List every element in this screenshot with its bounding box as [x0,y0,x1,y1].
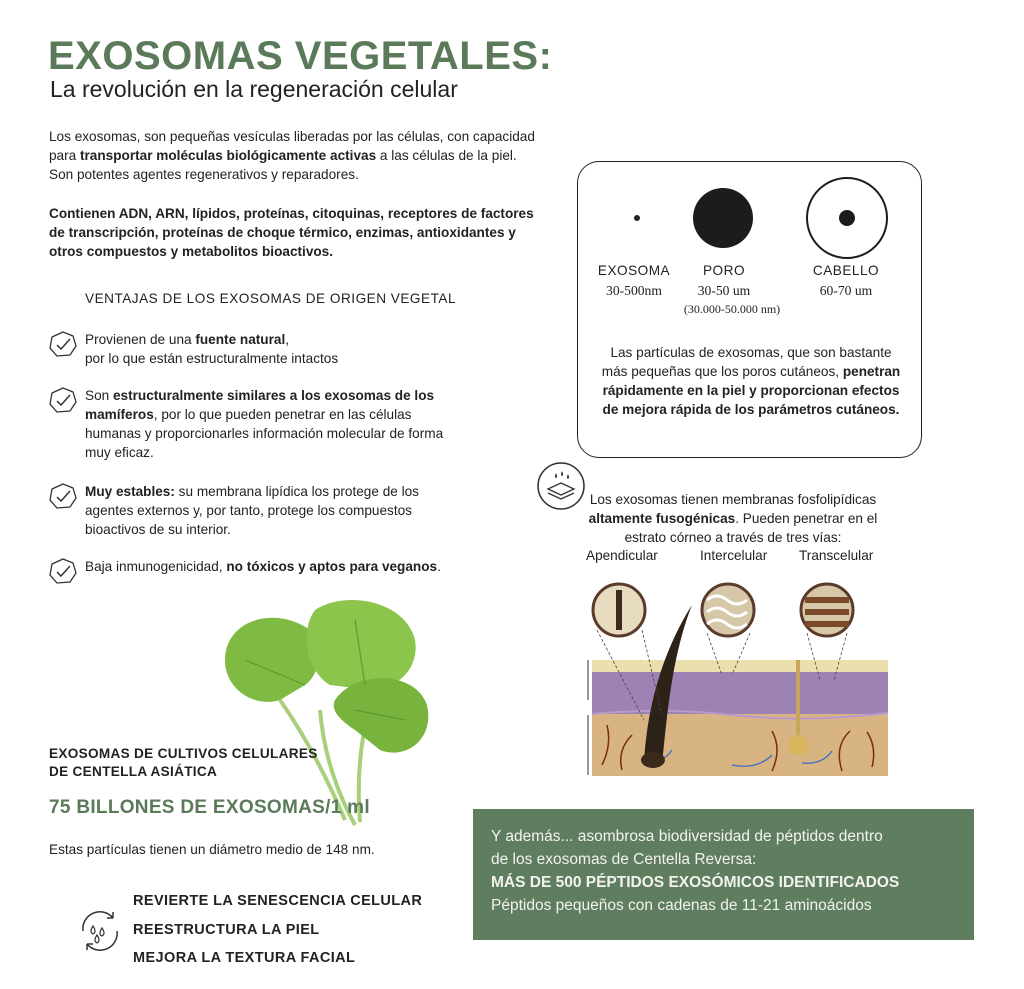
water-cycle-icon [73,904,127,958]
peptides-line: de los exosomas de Centella Reversa: [491,851,757,868]
peptides-panel [473,809,974,940]
exosome-label: EXOSOMA [597,263,671,278]
route-apendicular: Apendicular [586,548,658,563]
exosome-size: 30-500nm [606,283,662,298]
peptides-line: Y además... asombrosa biodiversidad de péptidos dentro [491,828,883,845]
pore-size: 30-50 um [697,283,751,298]
hair-label: CABELLO [812,263,880,278]
pore-circle [693,188,753,248]
size-circles [577,161,922,271]
benefit-item: MEJORA LA TEXTURA FACIAL [133,950,356,966]
advantages-heading: VENTAJAS DE LOS EXOSOMAS DE ORIGEN VEGETAL [85,291,456,306]
hair-size: 60-70 um [819,283,873,298]
skin-layers-icon [536,461,586,511]
centella-heading: EXOSOMAS DE CULTIVOS CELULARES DE CENTELLA ASIÁTICA [49,746,318,779]
page-title: EXOSOMAS VEGETALES: [48,34,553,78]
benefit-item: REESTRUCTURA LA PIEL [133,922,320,938]
diameter-text: Estas partículas tienen un diámetro medio de 148 nm. [49,842,375,857]
peptides-highlight: MÁS DE 500 PÉPTIDOS EXOSÓMICOS IDENTIFICADOS [491,874,900,891]
pore-label: PORO [702,263,746,278]
skin-penetration-diagram [582,575,892,780]
intro-paragraph: Los exosomas, son pequeñas vesículas liberadas por las células, con capacidad para transportar moléculas biológicamente activas a las células de la piel. Son potentes agentes regenerativos y reparadores. [49,129,535,182]
check-badge-icon [48,482,78,510]
composition-paragraph: Contienen ADN, ARN, lípidos, proteínas, citoquinas, receptores de factores de transcripción, proteínas de choque térmico, enzimas, antioxidantes y otros compuestos y metabolitos bioactivos. [49,206,534,259]
check-badge-icon [48,330,78,358]
benefit-item: REVIERTE LA SENESCENCIA CELULAR [133,893,423,909]
membrane-text: Los exosomas tienen membranas fosfolipídicas altamente fusogénicas. Pueden penetrar en el estrato córneo a través de tres vías: [588,492,878,545]
check-badge-icon [48,557,78,585]
peptides-line: Péptidos pequeños con cadenas de 11-21 aminoácidos [491,897,872,914]
pore-size-nm: (30.000-50.000 nm) [683,302,781,316]
centella-leaves-image [205,590,445,830]
exosome-count: 75 BILLONES DE EXOSOMAS/1 ml [49,797,370,818]
page-subtitle: La revolución en la regeneración celular [50,76,458,102]
route-intercelular: Intercelular [700,548,768,563]
route-transcelular: Transcelular [799,548,874,563]
size-comparison-text: Las partículas de exosomas, que son bastante más pequeñas que los poros cutáneos, penetran rápidamente en la piel y proporcionan efectos de mejora rápida de los parámetros cutáneos. [601,345,901,417]
exosome-dot [634,215,640,221]
check-badge-icon [48,386,78,414]
